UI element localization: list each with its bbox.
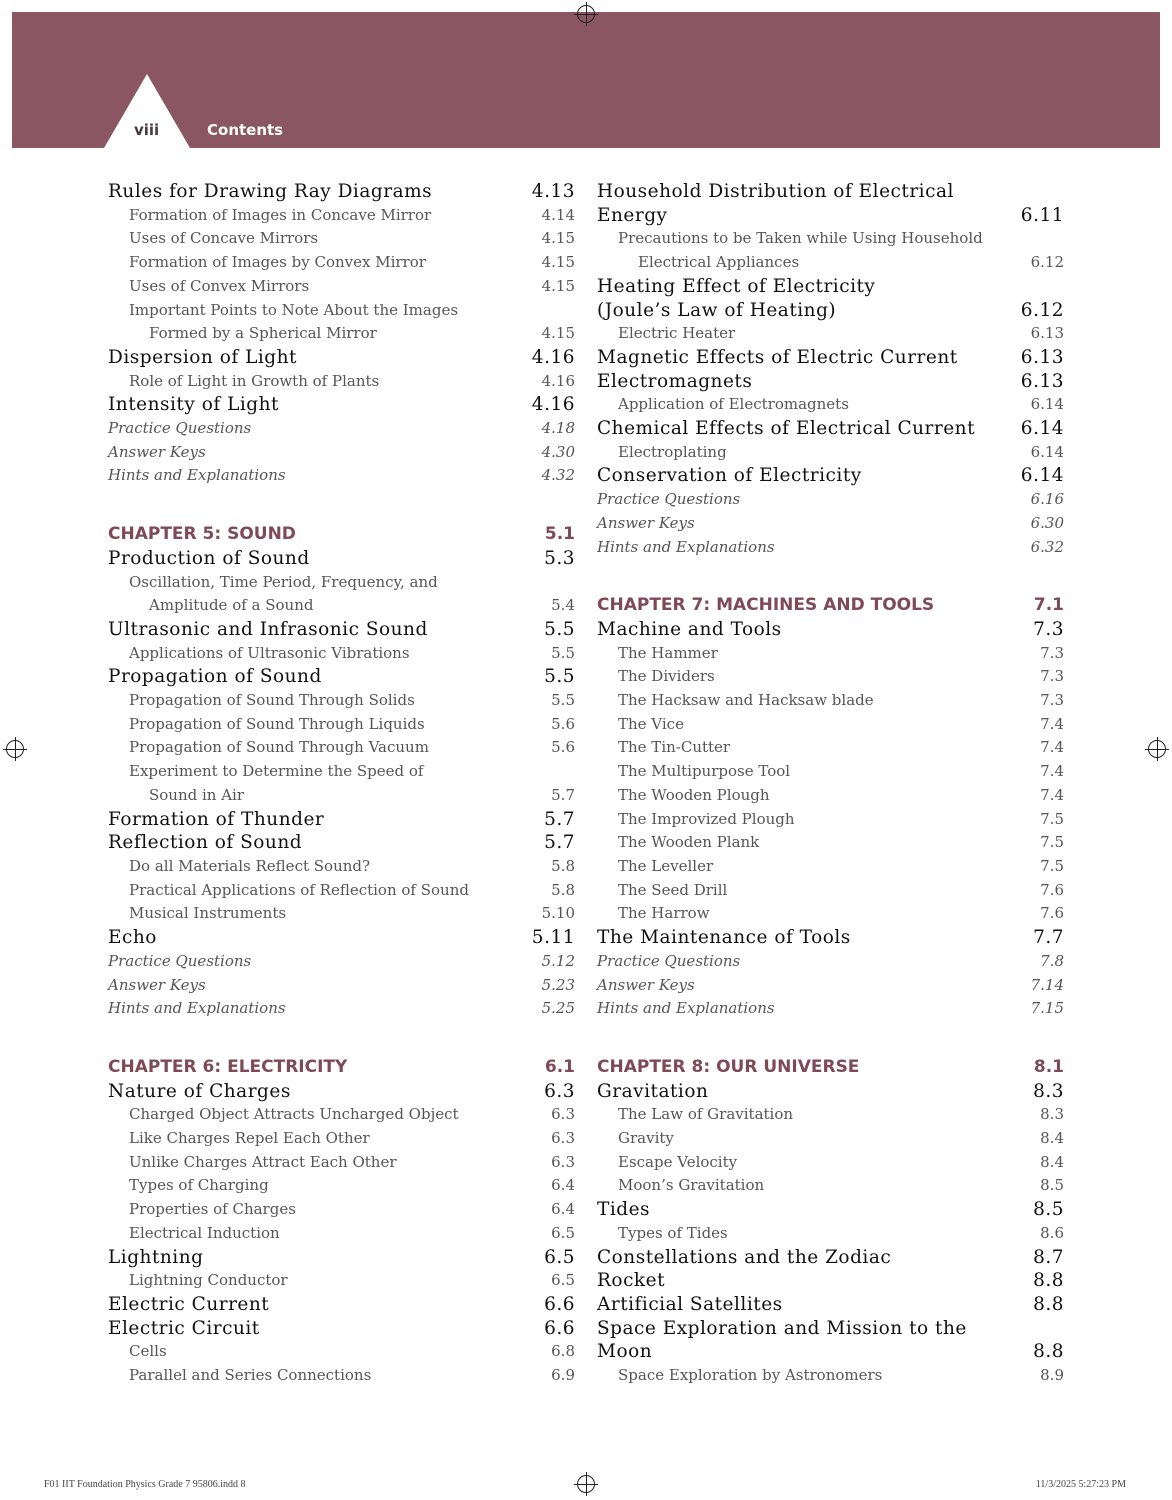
toc-left-column xyxy=(108,180,575,1388)
toc-subsection[interactable]: The Vice 7.4 xyxy=(618,714,1064,733)
toc-hints[interactable]: Hints and Explanations 4.32 xyxy=(108,466,575,485)
toc-section[interactable]: Space Exploration and Mission to the Moon 8.8 xyxy=(597,1317,1064,1363)
registration-mark-icon xyxy=(1148,740,1166,758)
toc-subsection[interactable]: Applications of Ultrasonic Vibrations 5.5 xyxy=(129,643,575,662)
toc-section[interactable]: Lightning 6.5 xyxy=(108,1246,575,1268)
toc-subsection[interactable]: Gravity 8.4 xyxy=(618,1129,1064,1148)
toc-subsection[interactable]: The Leveller 7.5 xyxy=(618,856,1064,875)
toc-section[interactable]: Gravitation 8.3 xyxy=(597,1080,1064,1102)
toc-subsection[interactable]: Unlike Charges Attract Each Other 6.3 xyxy=(129,1152,575,1171)
toc-subsection[interactable]: Electric Heater 6.13 xyxy=(618,324,1064,343)
toc-subsection[interactable]: Propagation of Sound Through Vacuum 5.6 xyxy=(129,738,575,757)
toc-section[interactable]: Magnetic Effects of Electric Current 6.13 xyxy=(597,346,1064,368)
toc-subsection[interactable]: Lightning Conductor 6.5 xyxy=(129,1271,575,1290)
toc-subsection[interactable]: The Dividers 7.3 xyxy=(618,667,1064,686)
toc-subsection[interactable]: Experiment to Determine the Speed of Sound in Air 5.7 xyxy=(129,762,575,804)
toc-section[interactable]: Ultrasonic and Infrasonic Sound 5.5 xyxy=(108,618,575,640)
toc-section[interactable]: The Maintenance of Tools 7.7 xyxy=(597,927,1064,949)
toc-subsection[interactable]: Electroplating 6.14 xyxy=(618,442,1064,461)
page-number: viii xyxy=(134,121,160,139)
toc-subsection[interactable]: The Law of Gravitation 8.3 xyxy=(618,1105,1064,1124)
toc-subsection[interactable]: Uses of Convex Mirrors 4.15 xyxy=(129,276,575,295)
toc-subsection[interactable]: Practical Applications of Reflection of Sound 5.8 xyxy=(129,880,575,899)
toc-subsection[interactable]: The Multipurpose Tool 7.4 xyxy=(618,762,1064,781)
toc-subsection[interactable]: Propagation of Sound Through Liquids 5.6 xyxy=(129,714,575,733)
toc-subsection[interactable]: Uses of Concave Mirrors 4.15 xyxy=(129,229,575,248)
toc-chapter-6[interactable]: CHAPTER 6: ELECTRICITY 6.1 xyxy=(108,1056,575,1077)
toc-subsection[interactable]: The Tin-Cutter 7.4 xyxy=(618,738,1064,757)
toc-subsection[interactable]: Escape Velocity 8.4 xyxy=(618,1152,1064,1171)
toc-subsection[interactable]: The Hammer 7.3 xyxy=(618,643,1064,662)
toc-hints[interactable]: Hints and Explanations 7.15 xyxy=(597,999,1064,1018)
running-head: Contents xyxy=(207,121,284,139)
toc-subsection[interactable]: Charged Object Attracts Uncharged Object 6.3 xyxy=(129,1105,575,1124)
toc-subsection[interactable]: Important Points to Note About the Images Formed by a Spherical Mirror 4.15 xyxy=(129,300,575,343)
toc-subsection[interactable]: Electrical Induction 6.5 xyxy=(129,1223,575,1242)
toc-practice-questions[interactable]: Practice Questions 4.18 xyxy=(108,419,575,438)
toc-hints[interactable]: Hints and Explanations 5.25 xyxy=(108,999,575,1018)
toc-subsection[interactable]: Do all Materials Reflect Sound? 5.8 xyxy=(129,856,575,875)
toc-subsection[interactable]: Application of Electromagnets 6.14 xyxy=(618,395,1064,414)
toc-section[interactable]: Heating Effect of Electricity (Joule’s Law of Heating) 6.12 xyxy=(597,275,1064,321)
toc-section[interactable]: Machine and Tools 7.3 xyxy=(597,618,1064,640)
toc-subsection[interactable]: Parallel and Series Connections 6.9 xyxy=(129,1366,575,1385)
toc-subsection[interactable]: The Hacksaw and Hacksaw blade 7.3 xyxy=(618,691,1064,710)
toc-answer-keys[interactable]: Answer Keys 5.23 xyxy=(108,975,575,994)
toc-section[interactable]: Rules for Drawing Ray Diagrams 4.13 xyxy=(108,181,575,202)
toc-chapter-5[interactable]: CHAPTER 5: SOUND 5.1 xyxy=(108,524,575,545)
registration-mark-icon xyxy=(577,5,595,23)
toc-subsection[interactable]: The Wooden Plank 7.5 xyxy=(618,833,1064,852)
toc-subsection[interactable]: Like Charges Repel Each Other 6.3 xyxy=(129,1129,575,1148)
toc-practice-questions[interactable]: Practice Questions 5.12 xyxy=(108,951,575,970)
toc-section[interactable]: Dispersion of Light 4.16 xyxy=(108,346,575,368)
registration-mark-icon xyxy=(6,740,24,758)
toc-chapter-8[interactable]: CHAPTER 8: OUR UNIVERSE 8.1 xyxy=(597,1056,1064,1077)
toc-practice-questions[interactable]: Practice Questions 6.16 xyxy=(597,490,1064,509)
toc-subsection[interactable]: Propagation of Sound Through Solids 5.5 xyxy=(129,691,575,710)
toc-section[interactable]: Household Distribution of Electrical Energy 6.11 xyxy=(597,181,1064,226)
toc-section[interactable]: Intensity of Light 4.16 xyxy=(108,394,575,416)
toc-subsection[interactable]: The Improvized Plough 7.5 xyxy=(618,809,1064,828)
print-slug-file: F01 IIT Foundation Physics Grade 7 95806.indd 8 xyxy=(44,1479,246,1490)
toc-section[interactable]: Propagation of Sound 5.5 xyxy=(108,666,575,688)
toc-subsection[interactable]: Types of Charging 6.4 xyxy=(129,1176,575,1195)
toc-subsection[interactable]: Formation of Images by Convex Mirror 4.15 xyxy=(129,253,575,272)
toc-subsection[interactable]: Properties of Charges 6.4 xyxy=(129,1200,575,1219)
toc-section[interactable]: Nature of Charges 6.3 xyxy=(108,1080,575,1102)
print-slug-timestamp: 11/3/2025 5:27:23 PM xyxy=(1035,1479,1126,1490)
toc-section[interactable]: Conservation of Electricity 6.14 xyxy=(597,465,1064,487)
toc-section[interactable]: Rocket 8.8 xyxy=(597,1270,1064,1292)
toc-practice-questions[interactable]: Practice Questions 7.8 xyxy=(597,951,1064,970)
toc-subsection[interactable]: The Seed Drill 7.6 xyxy=(618,880,1064,899)
toc-right-column xyxy=(597,180,1064,1388)
toc-section[interactable]: Reflection of Sound 5.7 xyxy=(108,832,575,854)
toc-section[interactable]: Tides 8.5 xyxy=(597,1199,1064,1221)
toc-subsection[interactable]: Musical Instruments 5.10 xyxy=(129,904,575,923)
toc-section[interactable]: Electric Circuit 6.6 xyxy=(108,1317,575,1339)
toc-subsection[interactable]: The Harrow 7.6 xyxy=(618,904,1064,923)
toc-subsection[interactable]: Types of Tides 8.6 xyxy=(618,1223,1064,1242)
toc-subsection[interactable]: Role of Light in Growth of Plants 4.16 xyxy=(129,371,575,390)
toc-section[interactable]: Chemical Effects of Electrical Current 6.14 xyxy=(597,418,1064,440)
toc-subsection[interactable]: Oscillation, Time Period, Frequency, and Amplitude of a Sound 5.4 xyxy=(129,572,575,615)
toc-subsection[interactable]: Cells 6.8 xyxy=(129,1342,575,1361)
toc-section[interactable]: Production of Sound 5.3 xyxy=(108,547,575,569)
toc-subsection[interactable]: The Wooden Plough 7.4 xyxy=(618,785,1064,804)
toc-section[interactable]: Artificial Satellites 8.8 xyxy=(597,1293,1064,1315)
toc-subsection[interactable]: Space Exploration by Astronomers 8.9 xyxy=(618,1366,1064,1385)
toc-section[interactable]: Electromagnets 6.13 xyxy=(597,370,1064,392)
toc-chapter-7[interactable]: CHAPTER 7: MACHINES AND TOOLS 7.1 xyxy=(597,595,1064,616)
toc-answer-keys[interactable]: Answer Keys 7.14 xyxy=(597,975,1064,994)
toc-answer-keys[interactable]: Answer Keys 4.30 xyxy=(108,442,575,461)
toc-section[interactable]: Constellations and the Zodiac 8.7 xyxy=(597,1246,1064,1268)
toc-section[interactable]: Electric Current 6.6 xyxy=(108,1293,575,1315)
header-band xyxy=(12,12,1160,148)
toc-subsection[interactable]: Precautions to be Taken while Using Household Electrical Appliances 6.12 xyxy=(618,229,1064,272)
toc-hints[interactable]: Hints and Explanations 6.32 xyxy=(597,537,1064,556)
registration-mark-icon xyxy=(577,1475,595,1493)
toc-answer-keys[interactable]: Answer Keys 6.30 xyxy=(597,513,1064,532)
toc-section[interactable]: Formation of Thunder 5.7 xyxy=(108,808,575,830)
toc-section[interactable]: Echo 5.11 xyxy=(108,927,575,949)
toc-subsection[interactable]: Moon’s Gravitation 8.5 xyxy=(618,1176,1064,1195)
toc-subsection[interactable]: Formation of Images in Concave Mirror 4.14 xyxy=(129,205,575,224)
